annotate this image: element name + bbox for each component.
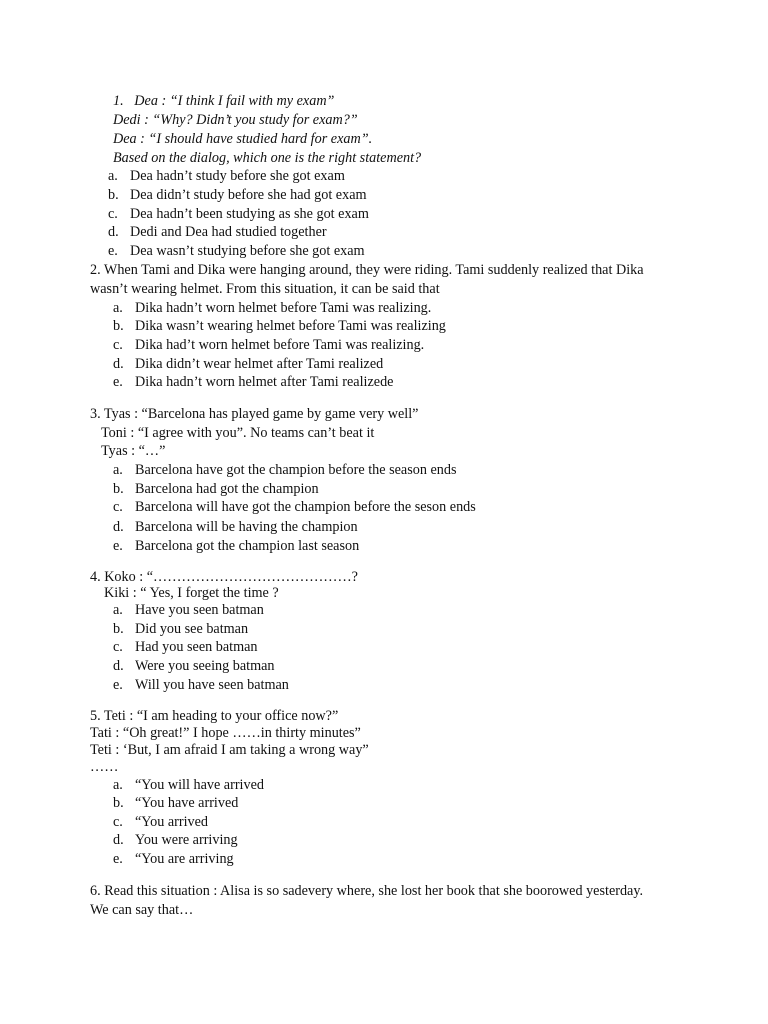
question-5-line-1: 5. Teti : “I am heading to your office now?” [90, 708, 339, 724]
option-letter: e. [113, 538, 123, 554]
question-1-line-2: Dedi : “Why? Didn’t you study for exam?” [113, 112, 358, 128]
question-1-prompt [113, 92, 334, 110]
option-letter: c. [113, 337, 123, 353]
option-letter: a. [113, 777, 123, 793]
option-text: Will you have seen batman [135, 677, 289, 693]
option-letter: b. [113, 318, 124, 334]
option-text: Were you seeing batman [135, 658, 275, 674]
question-4-line-1: 4. Koko : “……………………………………? [90, 569, 358, 585]
option-letter: b. [108, 187, 119, 203]
option-text: Dea wasn’t studying before she got exam [130, 243, 365, 259]
question-5-option-c [113, 813, 208, 831]
option-text: “You arrived [135, 814, 209, 830]
question-6-line-2: We can say that… [90, 902, 194, 918]
question-1-option-d [108, 223, 327, 241]
question-3-line-3: Tyas : “…” [101, 443, 166, 459]
option-text: Have you seen batman [135, 602, 264, 618]
question-2-line-1: 2. When Tami and Dika were hanging around, they were riding. Tami suddenly realized that Dika [90, 262, 644, 278]
option-letter: d. [113, 658, 124, 674]
option-text: Dea hadn’t been studying as she got exam [130, 206, 369, 222]
question-4-option-c [113, 638, 258, 656]
question-5-option-e [113, 850, 234, 868]
option-letter: d. [113, 519, 124, 535]
question-1-number: 1. [113, 93, 124, 109]
question-2-line-2: wasn’t wearing helmet. From this situation, it can be said that [90, 281, 440, 297]
option-text: Dika had’t worn helmet before Tami was realizing. [135, 337, 425, 353]
option-letter: c. [113, 639, 123, 655]
question-3-option-e [113, 537, 359, 555]
question-1-option-b [108, 186, 367, 204]
option-text: “You are arriving [135, 851, 234, 867]
question-1-line-4: Based on the dialog, which one is the right statement? [113, 150, 422, 166]
option-text: You were arriving [135, 832, 238, 848]
question-4-option-b [113, 620, 248, 638]
option-text: Barcelona will be having the champion [135, 519, 358, 535]
option-letter: b. [113, 621, 124, 637]
question-2-option-e [113, 373, 393, 391]
question-2-option-c [113, 336, 424, 354]
question-1-option-e [108, 242, 365, 260]
option-letter: a. [108, 168, 118, 184]
option-letter: c. [113, 814, 123, 830]
option-letter: d. [113, 356, 124, 372]
question-5-option-b [113, 794, 238, 812]
option-text: Dika wasn’t wearing helmet before Tami was realizing [135, 318, 446, 334]
question-1-option-a [108, 167, 345, 185]
option-letter: d. [113, 832, 124, 848]
question-3-line-1: 3. Tyas : “Barcelona has played game by game very well” [90, 406, 419, 422]
option-text: Dika hadn’t worn helmet after Tami realizede [135, 374, 394, 390]
question-3-option-d [113, 518, 358, 536]
question-1-line-1: Dea : “I think I fail with my exam” [134, 93, 335, 109]
option-text: Barcelona had got the champion [135, 481, 319, 497]
question-5-line-4: …… [90, 759, 119, 775]
option-text: Dea didn’t study before she had got exam [130, 187, 367, 203]
option-letter: e. [113, 851, 123, 867]
option-text: Dedi and Dea had studied together [130, 224, 327, 240]
question-2-option-d [113, 355, 383, 373]
option-letter: b. [113, 795, 124, 811]
option-letter: e. [113, 677, 123, 693]
question-4-option-e [113, 676, 289, 694]
question-3-option-b [113, 480, 319, 498]
option-letter: d. [108, 224, 119, 240]
question-1-option-c [108, 205, 369, 223]
question-1-line-3: Dea : “I should have studied hard for exam”. [113, 131, 373, 147]
question-3-line-2: Toni : “I agree with you”. No teams can’t beat it [101, 425, 375, 441]
option-text: Dika didn’t wear helmet after Tami realized [135, 356, 384, 372]
question-5-option-d [113, 831, 238, 849]
option-letter: e. [108, 243, 118, 259]
option-letter: e. [113, 374, 123, 390]
question-6-line-1: 6. Read this situation : Alisa is so sadevery where, she lost her book that she boorowed yesterday. [90, 883, 644, 899]
question-2-option-a [113, 299, 431, 317]
option-letter: c. [113, 499, 123, 515]
question-4-option-a [113, 601, 264, 619]
option-text: Dika hadn’t worn helmet before Tami was realizing. [135, 300, 432, 316]
option-text: “You have arrived [135, 795, 239, 811]
option-letter: a. [113, 602, 123, 618]
option-text: Dea hadn’t study before she got exam [130, 168, 345, 184]
option-text: Barcelona got the champion last season [135, 538, 360, 554]
option-text: Did you see batman [135, 621, 249, 637]
question-5-line-2: Tati : “Oh great!” I hope ……in thirty minutes” [90, 725, 361, 741]
question-5-option-a [113, 776, 264, 794]
question-4-option-d [113, 657, 275, 675]
option-text: Had you seen batman [135, 639, 258, 655]
option-letter: a. [113, 300, 123, 316]
question-3-option-c [113, 498, 476, 516]
option-text: Barcelona will have got the champion before the seson ends [135, 499, 476, 515]
question-2-option-b [113, 317, 446, 335]
option-letter: a. [113, 462, 123, 478]
question-5-line-3: Teti : ‘But, I am afraid I am taking a wrong way” [90, 742, 369, 758]
option-letter: b. [113, 481, 124, 497]
question-4-line-2: Kiki : “ Yes, I forget the time ? [104, 585, 279, 601]
question-3-option-a [113, 461, 456, 479]
option-letter: c. [108, 206, 118, 222]
option-text: “You will have arrived [135, 777, 264, 793]
option-text: Barcelona have got the champion before the season ends [135, 462, 457, 478]
